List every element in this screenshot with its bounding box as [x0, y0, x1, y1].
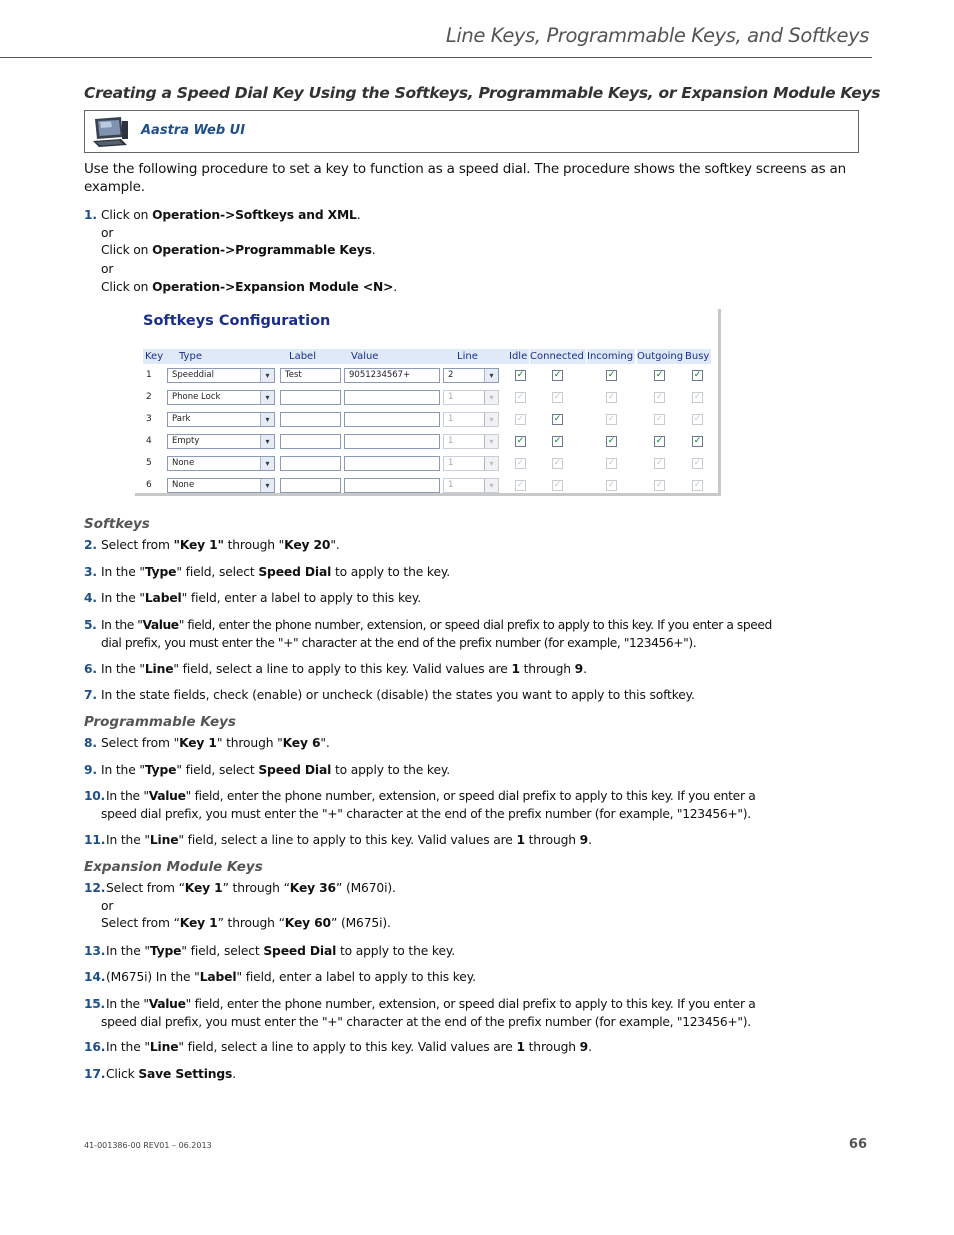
step-text: In the " — [106, 789, 149, 803]
step-text: . — [232, 1067, 236, 1081]
step-text: through — [524, 833, 580, 847]
step-text: . — [393, 280, 398, 294]
screen-title: Softkeys Configuration — [143, 313, 331, 329]
state-checkbox-incoming[interactable]: ✓ — [607, 414, 616, 424]
step-text: " field, enter the phone number, extension, or speed dial prefix to apply to this key. If you enter a — [185, 997, 756, 1011]
step-number: 1. — [84, 208, 97, 222]
step-text: ". — [330, 538, 340, 552]
step-text: dial prefix, you must enter the "+" character at the end of the prefix number (for example, "123456+"). — [101, 635, 697, 650]
chevron-down-icon[interactable]: ▾ — [484, 479, 498, 492]
state-checkbox-incoming[interactable]: ✓ — [607, 392, 616, 402]
key-number: 5 — [146, 458, 152, 468]
step-8 — [84, 735, 330, 753]
state-checkbox-idle[interactable]: ✓ — [516, 436, 525, 446]
state-checkbox-busy[interactable]: ✓ — [693, 414, 702, 424]
menu-path: Operation->Softkeys and XML — [152, 208, 357, 222]
bold-text: Key 1 — [179, 736, 217, 750]
label-input[interactable]: Test — [280, 368, 341, 383]
step-text: In the " — [106, 997, 149, 1011]
step-text: Click on — [101, 280, 153, 294]
bold-text: Type — [144, 565, 177, 579]
step-text: ” (M675i). — [330, 916, 391, 930]
chevron-down-icon[interactable]: ▾ — [260, 479, 274, 492]
line-select[interactable] — [443, 368, 499, 383]
subheading-softkeys: Softkeys — [84, 516, 150, 532]
bold-text: 9 — [579, 833, 589, 847]
step-14 — [84, 969, 476, 987]
computer-monitor-icon — [91, 115, 131, 149]
state-checkbox-incoming[interactable]: ✓ — [607, 480, 616, 490]
step-text: . — [356, 208, 361, 222]
label-input[interactable] — [280, 434, 341, 449]
state-checkbox-outgoing[interactable]: ✓ — [655, 414, 664, 424]
column-header-type: Type — [167, 349, 291, 364]
step-text: Click on — [101, 243, 153, 257]
bold-text: Value — [142, 618, 179, 632]
bold-text: Key 20 — [284, 538, 331, 552]
bold-text: Key 1 — [179, 916, 218, 930]
bold-text: Label — [144, 591, 182, 605]
type-value: Phone Lock — [172, 392, 221, 402]
column-header-idle: Idle — [509, 351, 528, 362]
value-input[interactable]: 9051234567+ — [344, 368, 440, 383]
step-4 — [84, 590, 421, 608]
step-text: Click on — [101, 208, 153, 222]
step-text: Select from " — [101, 736, 180, 750]
web-ui-callout — [84, 110, 859, 153]
bold-text: Key 36 — [289, 881, 336, 895]
step-text: . — [588, 1040, 592, 1054]
step-11 — [84, 832, 592, 850]
bold-text: 1 — [516, 1040, 525, 1054]
state-checkbox-idle[interactable]: ✓ — [516, 458, 525, 468]
subheading-programmable-keys: Programmable Keys — [84, 714, 236, 730]
type-value: None — [172, 480, 195, 490]
step-text: " field, enter the phone number, extension, or speed dial prefix to apply to this key. If you enter a — [185, 789, 756, 803]
state-checkbox-busy[interactable]: ✓ — [693, 370, 702, 380]
column-header-outgoing: Outgoing — [637, 351, 684, 362]
chevron-down-icon[interactable]: ▾ — [484, 369, 498, 382]
label-input[interactable] — [280, 412, 341, 427]
bold-text: Line — [144, 662, 174, 676]
state-checkbox-outgoing[interactable]: ✓ — [655, 436, 664, 446]
or-text: or — [101, 898, 114, 913]
type-select[interactable] — [167, 478, 275, 493]
type-select[interactable] — [167, 368, 275, 383]
key-number: 4 — [146, 436, 152, 446]
step-number: 8. — [84, 736, 97, 750]
line-value: 1 — [448, 436, 454, 446]
step-number: 13. — [84, 944, 106, 958]
subheading-expansion-module-keys: Expansion Module Keys — [84, 859, 263, 875]
state-checkbox-idle[interactable]: ✓ — [516, 414, 525, 424]
state-checkbox-busy[interactable]: ✓ — [693, 458, 702, 468]
running-header: Line Keys, Programmable Keys, and Softkeys — [445, 24, 869, 47]
value-input[interactable] — [344, 456, 440, 471]
value-input[interactable] — [344, 412, 440, 427]
column-header-incoming: Incoming — [587, 351, 634, 362]
step-text: ". — [320, 736, 330, 750]
step-text: " field, select — [181, 944, 264, 958]
step-number: 6. — [84, 662, 97, 676]
bold-text: 1 — [511, 662, 520, 676]
footer-document-id: 41-001386-00 REV01 – 06.2013 — [84, 1141, 212, 1150]
type-value: Empty — [172, 436, 200, 446]
step-text: In the " — [101, 618, 143, 632]
line-select[interactable] — [443, 478, 499, 493]
state-checkbox-incoming[interactable]: ✓ — [607, 370, 616, 380]
bold-text: Type — [149, 944, 182, 958]
state-checkbox-outgoing[interactable]: ✓ — [655, 480, 664, 490]
bold-text: Key 1 — [184, 881, 223, 895]
section-title: Creating a Speed Dial Key Using the Softkeys, Programmable Keys, or Expansion Module Keys — [84, 84, 881, 102]
key-number: 6 — [146, 480, 152, 490]
chevron-down-icon[interactable]: ▾ — [260, 391, 274, 404]
bold-text: Label — [199, 970, 237, 984]
state-checkbox-idle[interactable]: ✓ — [516, 392, 525, 402]
step-text: In the " — [106, 1040, 150, 1054]
menu-path: Operation->Expansion Module <N> — [152, 280, 394, 294]
step-9 — [84, 762, 450, 780]
step-text: through — [519, 662, 575, 676]
step-5 — [84, 617, 772, 652]
step-7 — [84, 687, 695, 705]
step-text: speed dial prefix, you must enter the "+" character at the end of the prefix number (for example, "123456+"). — [101, 1014, 751, 1029]
step-text: " field, select — [176, 565, 259, 579]
step-number: 11. — [84, 833, 106, 847]
step-number: 5. — [84, 618, 97, 632]
state-checkbox-connected[interactable]: ✓ — [553, 370, 562, 380]
line-value: 1 — [448, 458, 454, 468]
step-number: 10. — [84, 789, 105, 803]
bold-text: Key 6 — [282, 736, 321, 750]
step-6 — [84, 661, 587, 679]
bold-text: 9 — [579, 1040, 589, 1054]
state-checkbox-idle[interactable]: ✓ — [516, 370, 525, 380]
state-checkbox-outgoing[interactable]: ✓ — [655, 370, 664, 380]
step-10 — [84, 788, 756, 823]
step-text: " field, enter a label to apply to this key. — [236, 970, 476, 984]
state-checkbox-incoming[interactable]: ✓ — [607, 458, 616, 468]
state-checkbox-outgoing[interactable]: ✓ — [655, 458, 664, 468]
key-number: 1 — [146, 370, 152, 380]
step-text: " field, enter a label to apply to this key. — [181, 591, 422, 605]
line-select[interactable] — [443, 434, 499, 449]
chevron-down-icon[interactable]: ▾ — [484, 435, 498, 448]
state-checkbox-connected[interactable]: ✓ — [553, 458, 562, 468]
chevron-down-icon[interactable]: ▾ — [484, 413, 498, 426]
step-text: speed dial prefix, you must enter the "+" character at the end of the prefix number (for example, "123456+"). — [101, 806, 751, 821]
type-value: Park — [172, 414, 191, 424]
step-text: " field, enter the phone number, extension, or speed dial prefix to apply to this key. If you enter a speed — [178, 618, 772, 632]
line-select[interactable] — [443, 390, 499, 405]
step-text: . — [588, 833, 592, 847]
softkeys-configuration-screenshot — [135, 309, 721, 496]
or-text: or — [101, 225, 114, 240]
step-number: 9. — [84, 763, 97, 777]
line-select[interactable] — [443, 456, 499, 471]
step-text: . — [583, 662, 587, 676]
step-number: 3. — [84, 565, 97, 579]
bold-text: Key 60 — [284, 916, 331, 930]
line-value: 1 — [448, 414, 454, 424]
step-2 — [84, 537, 340, 555]
column-header-busy: Busy — [685, 351, 710, 362]
type-select[interactable] — [167, 456, 275, 471]
type-value: None — [172, 458, 195, 468]
key-number: 3 — [146, 414, 152, 424]
step-text: Select from “ — [101, 916, 180, 930]
state-checkbox-incoming[interactable]: ✓ — [607, 436, 616, 446]
label-input[interactable] — [280, 390, 341, 405]
step-1 — [84, 207, 397, 297]
step-text: In the " — [101, 662, 145, 676]
bold-text: Speed Dial — [258, 763, 332, 777]
label-input[interactable] — [280, 456, 341, 471]
chevron-down-icon[interactable]: ▾ — [260, 369, 274, 382]
step-number: 14. — [84, 970, 106, 984]
type-value: Speeddial — [172, 370, 214, 380]
step-number: 4. — [84, 591, 97, 605]
line-value: 1 — [448, 392, 454, 402]
bold-text: "Key 1" — [173, 538, 224, 552]
bold-text: Save Settings — [138, 1067, 233, 1081]
column-header-value: Value — [343, 349, 449, 364]
step-text: to apply to the key. — [336, 944, 455, 958]
step-text: In the " — [101, 565, 145, 579]
bold-text: Speed Dial — [263, 944, 337, 958]
state-checkbox-connected[interactable]: ✓ — [553, 480, 562, 490]
step-text: (M675i) In the " — [106, 970, 200, 984]
line-value: 1 — [448, 480, 454, 490]
menu-path: Operation->Programmable Keys — [152, 243, 372, 257]
step-text: In the " — [101, 763, 145, 777]
type-select[interactable] — [167, 434, 275, 449]
state-checkbox-busy[interactable]: ✓ — [693, 392, 702, 402]
bold-text: 1 — [516, 833, 525, 847]
step-text: Click — [106, 1067, 139, 1081]
column-header-connected: Connected — [530, 349, 586, 364]
step-15 — [84, 996, 756, 1031]
bold-text: Speed Dial — [258, 565, 332, 579]
step-text: ” through “ — [222, 881, 290, 895]
intro-paragraph: Use the following procedure to set a key to function as a speed dial. The procedure shows the softkey screens as an example. — [84, 161, 846, 195]
column-header-label: Label — [281, 349, 349, 364]
step-text: " field, select a line to apply to this key. Valid values are — [178, 833, 517, 847]
state-checkbox-busy[interactable]: ✓ — [693, 436, 702, 446]
step-text: In the " — [106, 944, 150, 958]
step-17 — [84, 1066, 236, 1084]
state-checkbox-connected[interactable]: ✓ — [553, 414, 562, 424]
step-text: Select from “ — [106, 881, 185, 895]
step-number: 7. — [84, 688, 97, 702]
line-value: 2 — [448, 370, 454, 380]
step-text: ” through “ — [217, 916, 285, 930]
bold-text: 9 — [574, 662, 584, 676]
bold-text: Type — [144, 763, 177, 777]
step-text: . — [371, 243, 376, 257]
column-header-line: Line — [443, 349, 515, 364]
step-text: In the " — [106, 833, 150, 847]
bold-text: Value — [148, 997, 186, 1011]
or-text: or — [101, 261, 114, 276]
chevron-down-icon[interactable]: ▾ — [484, 391, 498, 404]
state-checkbox-busy[interactable]: ✓ — [693, 480, 702, 490]
bold-text: Line — [149, 1040, 179, 1054]
line-select[interactable] — [443, 412, 499, 427]
bold-text: Line — [149, 833, 179, 847]
state-checkbox-connected[interactable]: ✓ — [553, 436, 562, 446]
step-number: 16. — [84, 1040, 106, 1054]
bold-text: Value — [148, 789, 186, 803]
key-number: 2 — [146, 392, 152, 402]
step-text: In the state fields, check (enable) or uncheck (disable) the states you want to apply to this softkey. — [101, 688, 695, 702]
step-text: through " — [223, 538, 285, 552]
step-text: ” (M670i). — [335, 881, 396, 895]
step-text: through — [524, 1040, 580, 1054]
type-select[interactable] — [167, 390, 275, 405]
step-text: to apply to the key. — [331, 763, 450, 777]
chevron-down-icon[interactable]: ▾ — [260, 457, 274, 470]
state-checkbox-connected[interactable]: ✓ — [553, 392, 562, 402]
chevron-down-icon[interactable]: ▾ — [260, 435, 274, 448]
step-3 — [84, 564, 450, 582]
step-text: to apply to the key. — [331, 565, 450, 579]
chevron-down-icon[interactable]: ▾ — [484, 457, 498, 470]
step-text: " field, select a line to apply to this key. Valid values are — [173, 662, 512, 676]
value-input[interactable] — [344, 478, 440, 493]
step-12 — [84, 880, 396, 933]
step-13 — [84, 943, 455, 961]
page-number: 66 — [848, 1137, 867, 1152]
type-select[interactable] — [167, 412, 275, 427]
step-text: In the " — [101, 591, 145, 605]
label-input[interactable] — [280, 478, 341, 493]
step-number: 12. — [84, 881, 106, 895]
state-checkbox-idle[interactable]: ✓ — [516, 480, 525, 490]
step-text: " field, select a line to apply to this key. Valid values are — [178, 1040, 517, 1054]
step-16 — [84, 1039, 592, 1057]
chevron-down-icon[interactable]: ▾ — [260, 413, 274, 426]
state-checkbox-outgoing[interactable]: ✓ — [655, 392, 664, 402]
value-input[interactable] — [344, 390, 440, 405]
column-header-key: Key — [143, 349, 167, 364]
step-text: " field, select — [176, 763, 259, 777]
step-number: 2. — [84, 538, 97, 552]
step-text: " through " — [216, 736, 283, 750]
web-ui-label: Aastra Web UI — [141, 123, 246, 138]
header-rule — [0, 57, 872, 58]
value-input[interactable] — [344, 434, 440, 449]
step-number: 17. — [84, 1067, 106, 1081]
step-number: 15. — [84, 997, 105, 1011]
step-text: Select from — [101, 538, 174, 552]
